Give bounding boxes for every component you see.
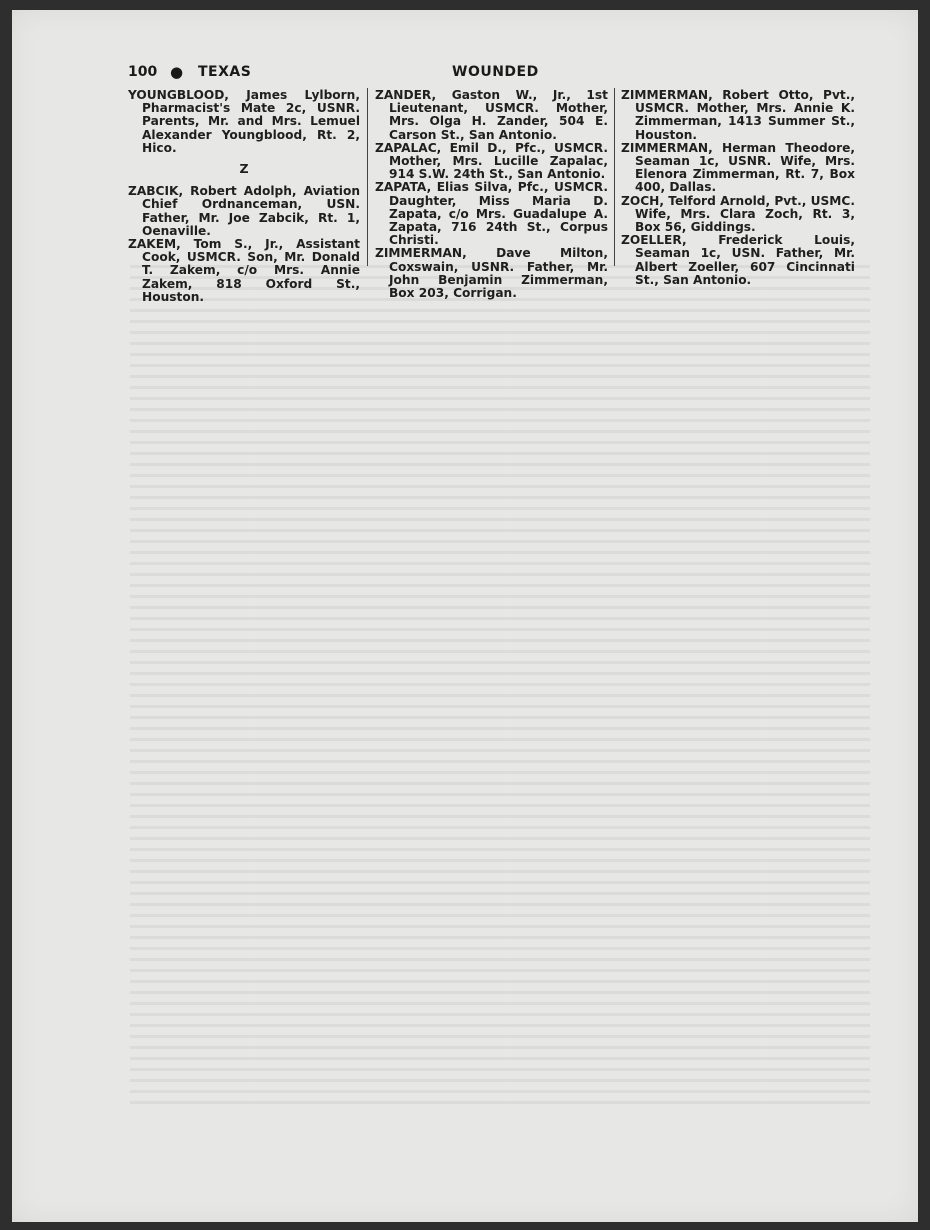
- column-divider: [614, 88, 615, 266]
- column-2: [375, 89, 608, 300]
- casualty-entry: ZIMMERMAN, Dave Milton, Coxswain, USNR. Father, Mr. John Benjamin Zimmerman, Box 203, Corrigan.: [375, 246, 608, 301]
- state-heading: TEXAS: [198, 64, 252, 80]
- casualty-entry: ZAPATA, Elias Silva, Pfc., USMCR. Daughter, Miss Maria D. Zapata, c/o Mrs. Guadalupe A. Zapata, 716 24th St., Corpus Christi.: [375, 180, 608, 248]
- bleed-through-text: [130, 265, 870, 1105]
- letter-subheading: Z: [239, 161, 249, 177]
- column-divider: [367, 88, 368, 266]
- casualty-entry: ZAKEM, Tom S., Jr., Assistant Cook, USMCR. Son, Mr. Donald T. Zakem, c/o Mrs. Annie Zakem, 818 Oxford St., Houston.: [128, 237, 360, 304]
- casualty-entry: ZABCIK, Robert Adolph, Aviation Chief Ordnanceman, USN. Father, Mr. Joe Zabcik, Rt. 1, Oenaville.: [128, 184, 360, 238]
- casualty-entry: ZIMMERMAN, Herman Theodore, Seaman 1c, USNR. Wife, Mrs. Elenora Zimmerman, Rt. 7, Box 400, Dallas.: [621, 140, 855, 195]
- bullet-icon: ●: [170, 63, 184, 81]
- section-heading: WOUNDED: [452, 64, 539, 80]
- casualty-entry: ZOCH, Telford Arnold, Pvt., USMC. Wife, Mrs. Clara Zoch, Rt. 3, Box 56, Giddings.: [621, 193, 855, 235]
- casualty-entry: ZOELLER, Frederick Louis, Seaman 1c, USN. Father, Mr. Albert Zoeller, 607 Cincinnati St., San Antonio.: [621, 233, 855, 287]
- casualty-entry: ZIMMERMAN, Robert Otto, Pvt., USMCR. Mother, Mrs. Annie K. Zimmerman, 1413 Summer St., Houston.: [621, 88, 855, 142]
- casualty-entry: ZAPALAC, Emil D., Pfc., USMCR. Mother, Mrs. Lucille Zapalac, 914 S.W. 24th St., San Antonio.: [375, 140, 608, 182]
- column-3: [621, 89, 855, 287]
- casualty-entry: YOUNGBLOOD, James Lylborn, Pharmacist's Mate 2c, USNR. Parents, Mr. and Mrs. Lemuel Alexander Youngblood, Rt. 2, Hico.: [128, 88, 360, 155]
- casualty-entry: ZANDER, Gaston W., Jr., 1st Lieutenant, USMCR. Mother, Mrs. Olga H. Zander, 504 E. Carson St., San Antonio.: [375, 88, 608, 142]
- page-number: 100: [128, 64, 158, 80]
- page-header: [128, 64, 868, 84]
- column-1: [128, 89, 360, 304]
